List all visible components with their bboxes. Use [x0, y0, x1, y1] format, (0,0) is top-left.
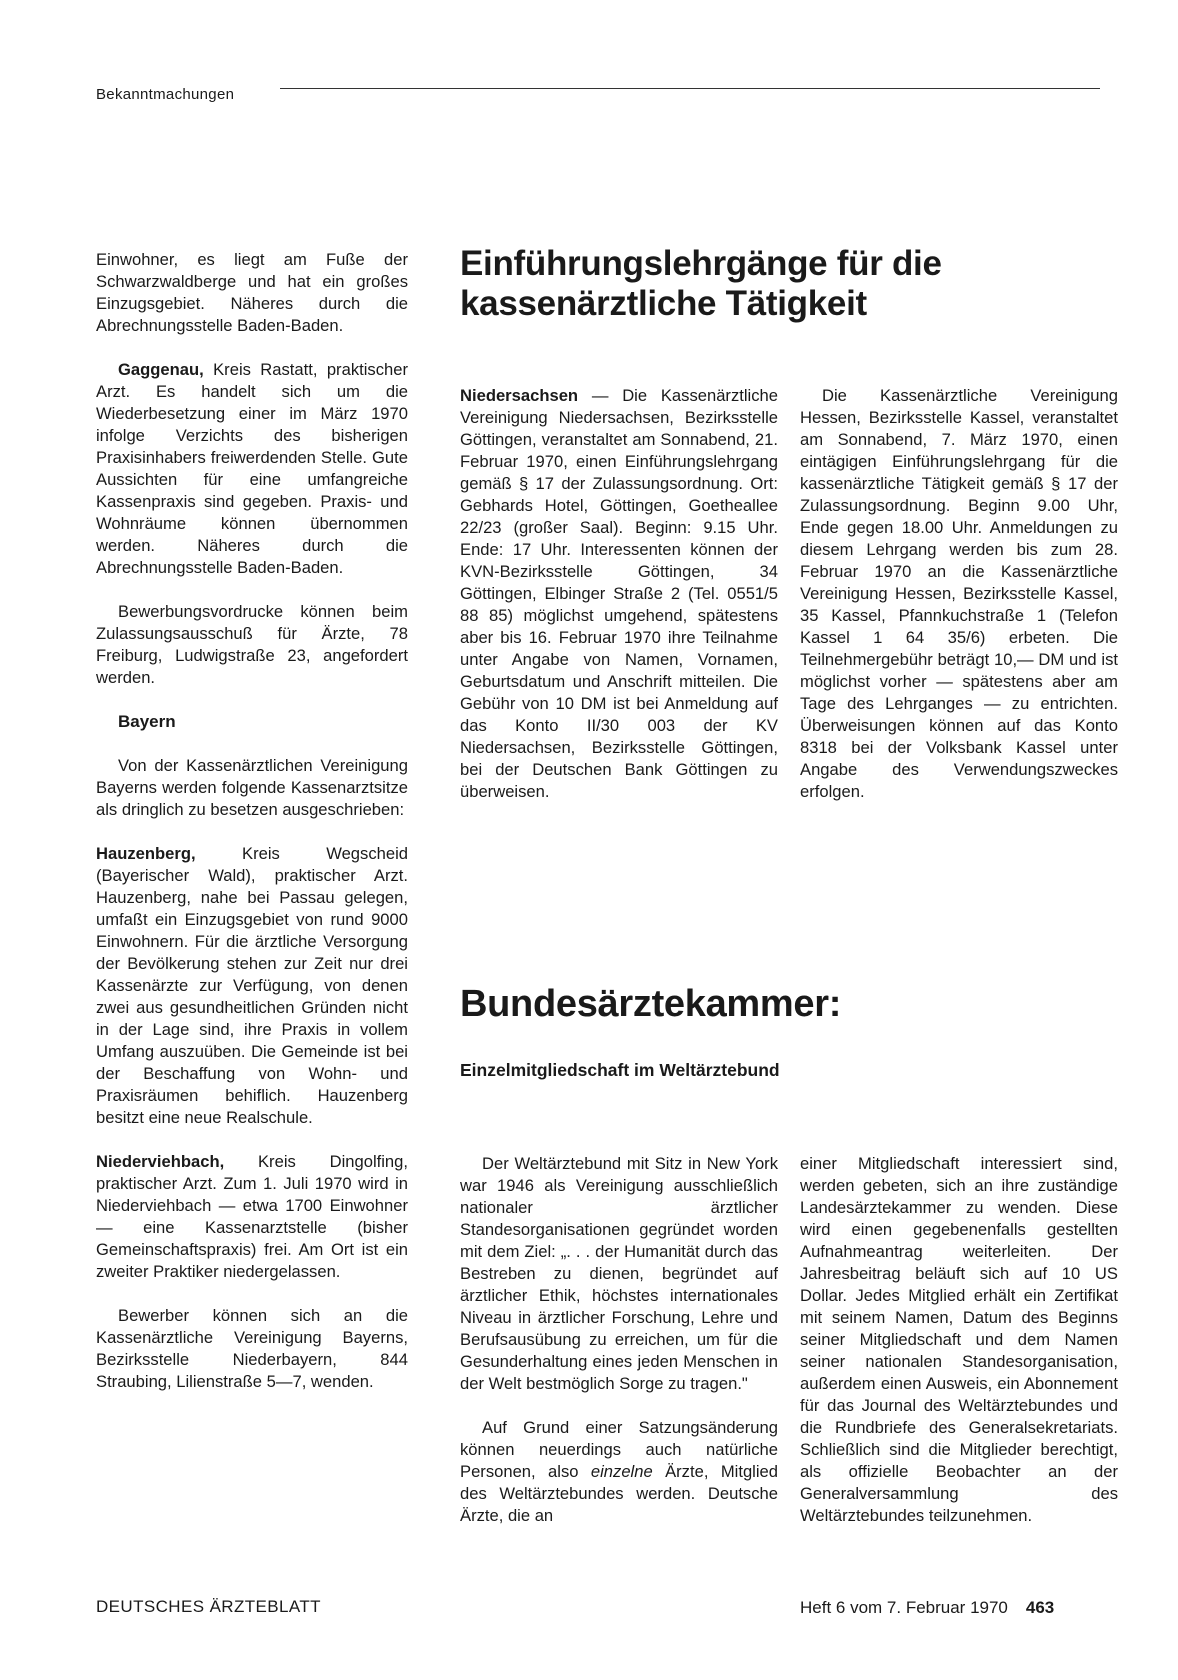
article-subtitle-einzelmitgliedschaft: Einzelmitgliedschaft im Weltärztebund [460, 1060, 780, 1080]
paragraph-bewerbungsvordrucke: Bewerbungsvordrucke können beim Zulassungsausschuß für Ärzte, 78 Freiburg, Ludwigstraße 23, angefordert werden. [96, 602, 408, 687]
region-niedersachsen: Niedersachsen [460, 386, 579, 405]
running-header: Bekanntmachungen [96, 86, 235, 103]
footer-issue [800, 1598, 1054, 1618]
header-rule [280, 88, 1100, 89]
place-niederviehbach: Niederviehbach, [96, 1152, 225, 1171]
paragraph-satzungsaenderung: Auf Grund einer Satzungsänderung können neuerdings auch natürliche Personen, also einzelne Ärzte, Mitglied des Weltärztebundes werden. Deutsche Ärzte, die an [460, 1418, 778, 1525]
paragraph-niederviehbach: Niederviehbach, Kreis Dingolfing, praktischer Arzt. Zum 1. Juli 1970 wird in Niederviehbach — etwa 1700 Einwohner — eine Kassenarztstelle (bisher Gemeinschaftspraxis) frei. Am Ort ist ein zweiter Praktiker niedergelassen. [96, 1152, 408, 1281]
paragraph-niedersachsen: Niedersachsen — Die Kassenärztliche Vereinigung Niedersachsen, Bezirksstelle Göttingen, veranstaltet am Sonnabend, 21. Februar 1970, einen Einführungslehrgang gemäß § 17 der Zulassungsordnung. Ort: Gebhards Hotel, Göttingen, Goetheallee 22/23 (großer Saal). Beginn: 9.15 Uhr. Ende: 17 Uhr. Interessenten können der KVN-Bezirksstelle Göttingen, 34 Göttingen, Elbinger Straße 2 (Tel. 0551/5 88 85) möglichst umgehend, spätestens aber bis 16. Februar 1970 ihre Teilnahme unter Angabe von Namen, Vornamen, Geburtsdatum und Anschrift mitteilen. Die Gebühr von 10 DM ist bei Anmeldung auf das Konto II/30 003 der KV Niedersachsen, Bezirksstelle Göttingen, bei der Deutschen Bank Göttingen zu überweisen. [460, 386, 778, 801]
paragraph-weltaerztebund: Der Weltärztebund mit Sitz in New York war 1946 als Vereinigung ausschließlich nationaler ärztlicher Standesorganisationen gegründet worden mit dem Ziel: „. . . der Humanität durch das Bestreben zu dienen, begründet auf ärztlicher Ethik, höchstes internationales Niveau in ärztlicher Forschung, Lehre und Berufsausübung zu erreichen, um für die Gesunderhaltung eines jeden Menschen in der Welt bestmöglich Sorge zu tragen." [460, 1154, 778, 1393]
place-hauzenberg: Hauzenberg, [96, 844, 196, 863]
footer-issue-date: Heft 6 vom 7. Februar 1970 [800, 1598, 1008, 1617]
footer-journal-name: DEUTSCHES ÄRZTEBLATT [96, 1597, 321, 1616]
article1-middle-column [460, 385, 778, 825]
left-column [96, 249, 408, 1415]
paragraph-bayern-intro: Von der Kassenärztlichen Vereinigung Bayerns werden folgende Kassenarztsitze als dringlich zu besetzen ausgeschrieben: [96, 756, 408, 819]
paragraph-gaggenau: Gaggenau, Kreis Rastatt, praktischer Arzt. Es handelt sich um die Wiederbesetzung einer im März 1970 infolge Verzichts des bisherigen Praxisinhabers freiwerdenden Stelle. Gute Aussichten für eine umfangreiche Kassenpraxis sind gegeben. Praxis- und Wohnräume können übernommen werden. Näheres durch die Abrechnungsstelle Baden-Baden. [96, 360, 408, 577]
article-title-einfuehrungslehrgaenge: Einführungslehrgänge für die kassenärztliche Tätigkeit [460, 244, 942, 323]
article2-middle-column [460, 1153, 778, 1549]
paragraph-hessen: Die Kassenärztliche Vereinigung Hessen, Bezirksstelle Kassel, veranstaltet am Sonnabend, 7. März 1970, einen eintägigen Einführungslehrgang für die kassenärztliche Tätigkeit gemäß § 17 der Zulassungsordnung. Beginn 9.00 Uhr, Ende gegen 18.00 Uhr. Anmeldungen zu diesem Lehrgang werden bis zum 28. Februar 1970 an die Kassenärztliche Vereinigung Hessen, Bezirksstelle Kassel, 35 Kassel, Pfannkuchstraße 1 (Telefon Kassel 1 64 35/6) erbeten. Die Teilnehmergebühr beträgt 10,— DM und ist möglichst vorher — spätestens aber am Tage des Lehrganges — zu entrichten. Überweisungen können auf das Konto 8318 bei der Volksbank Kassel unter Angabe des Verwendungszweckes erfolgen. [800, 386, 1118, 801]
article-title-bundesaerztekammer: Bundesärztekammer: [460, 983, 842, 1025]
paragraph-mitgliedschaft: einer Mitgliedschaft interessiert sind, werden gebeten, sich an ihre zuständige Landesärztekammer zu wenden. Diese wird einen gegebenenfalls gestellten Aufnahmeantrag weiterleiten. Der Jahresbeitrag beläuft sich auf 10 US Dollar. Jedes Mitglied erhält ein Zertifikat mit seinem Namen, Datum des Beginns seiner Mitgliedschaft und dem Namen seiner nationalen Standesorganisation, außerdem einen Ausweis, ein Abonnement für das Journal des Weltärztebundes und die Rundbriefe des Generalsekretariats. Schließlich sind die Mitglieder berechtigt, als offizielle Beobachter an der Generalversammlung des Weltärztebundes teilzunehmen. [800, 1154, 1118, 1525]
section-heading-bayern: Bayern [118, 712, 176, 731]
place-gaggenau: Gaggenau, [118, 360, 204, 379]
paragraph-einwohner: Einwohner, es liegt am Fuße der Schwarzwaldberge und hat ein großes Einzugsgebiet. Näheres durch die Abrechnungsstelle Baden-Baden. [96, 250, 408, 335]
page-number: 463 [1025, 1598, 1055, 1617]
paragraph-bewerber: Bewerber können sich an die Kassenärztliche Vereinigung Bayerns, Bezirksstelle Niederbayern, 844 Straubing, Lilienstraße 5—7, wenden. [96, 1306, 408, 1391]
article2-right-column [800, 1153, 1118, 1549]
article1-right-column [800, 385, 1118, 825]
paragraph-hauzenberg: Hauzenberg, Kreis Wegscheid (Bayerischer Wald), praktischer Arzt. Hauzenberg, nahe bei Passau gelegen, umfaßt ein Einzugsgebiet von rund 9000 Einwohnern. Für die ärztliche Versorgung der Bevölkerung stehen zur Zeit nur drei Kassenärzte zur Verfügung, von denen zwei aus gesundheitlichen Gründen nicht in der Lage sind, ihre Praxis in vollem Umfang auszuüben. Die Gemeinde ist bei der Beschaffung von Wohn- und Praxisräumen behiflich. Hauzenberg besitzt eine neue Realschule. [96, 844, 408, 1127]
